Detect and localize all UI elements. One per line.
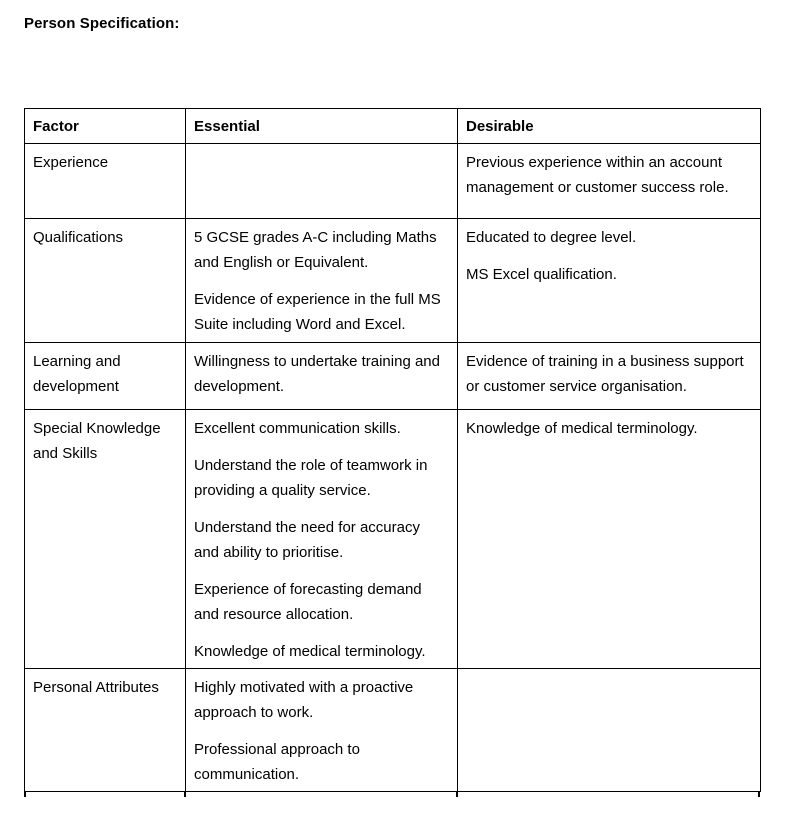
- person-specification-table: [24, 108, 761, 792]
- cell-paragraph: Professional approach to communication.: [194, 741, 360, 783]
- cell-paragraph: Highly motivated with a proactive approach to work.: [194, 679, 414, 721]
- cell-paragraph: Knowledge of medical terminology.: [194, 643, 426, 660]
- factor-label: Learning and development: [33, 353, 121, 395]
- table-row-special-knowledge-skills: [25, 410, 761, 669]
- continuation-border-stub: [184, 792, 186, 797]
- desirable-cell: [458, 669, 761, 792]
- factor-label: Special Knowledge and Skills: [33, 420, 161, 462]
- factor-cell: [25, 144, 186, 219]
- cell-paragraph: Understand the need for accuracy and ability to prioritise.: [194, 519, 420, 561]
- cell-paragraph: Excellent communication skills.: [194, 420, 401, 437]
- essential-cell: [186, 219, 458, 343]
- header-factor: Factor: [25, 109, 186, 144]
- essential-cell: [186, 410, 458, 669]
- cell-paragraph: 5 GCSE grades A-C including Maths and English or Equivalent.: [194, 229, 437, 271]
- factor-label: Qualifications: [33, 229, 124, 246]
- continuation-border-stub: [24, 792, 26, 797]
- desirable-cell: [458, 343, 761, 410]
- cell-paragraph: Willingness to undertake training and development.: [194, 353, 440, 395]
- desirable-cell: [458, 144, 761, 219]
- desirable-cell: [458, 410, 761, 669]
- essential-cell: [186, 669, 458, 792]
- table-row-learning-development: [25, 343, 761, 410]
- essential-cell: [186, 343, 458, 410]
- table-row-qualifications: [25, 219, 761, 343]
- factor-cell: [25, 219, 186, 343]
- cell-paragraph: Experience of forecasting demand and resource allocation.: [194, 581, 422, 623]
- table-row-experience: [25, 144, 761, 219]
- page-title: Person Specification:: [24, 15, 180, 32]
- table-header-row: [25, 109, 761, 144]
- factor-cell: [25, 343, 186, 410]
- cell-paragraph: Knowledge of medical terminology.: [466, 420, 698, 437]
- factor-label: Personal Attributes: [33, 679, 159, 696]
- cell-paragraph: Previous experience within an account management or customer success role.: [466, 154, 729, 196]
- table-continuation-cutoff: [24, 792, 760, 798]
- continuation-border-stub: [456, 792, 458, 797]
- table-row-personal-attributes: [25, 669, 761, 792]
- factor-label: Experience: [33, 154, 109, 171]
- cell-paragraph: Evidence of training in a business support or customer service organisation.: [466, 353, 744, 395]
- cell-paragraph: Evidence of experience in the full MS Suite including Word and Excel.: [194, 291, 441, 333]
- cell-paragraph: Educated to degree level.: [466, 229, 637, 246]
- factor-cell: [25, 669, 186, 792]
- factor-cell: [25, 410, 186, 669]
- cell-paragraph: MS Excel qualification.: [466, 266, 617, 283]
- continuation-border-stub: [758, 792, 760, 797]
- desirable-cell: [458, 219, 761, 343]
- header-desirable: Desirable: [458, 109, 761, 144]
- essential-cell: [186, 144, 458, 219]
- cell-paragraph: Understand the role of teamwork in providing a quality service.: [194, 457, 428, 499]
- header-essential: Essential: [186, 109, 458, 144]
